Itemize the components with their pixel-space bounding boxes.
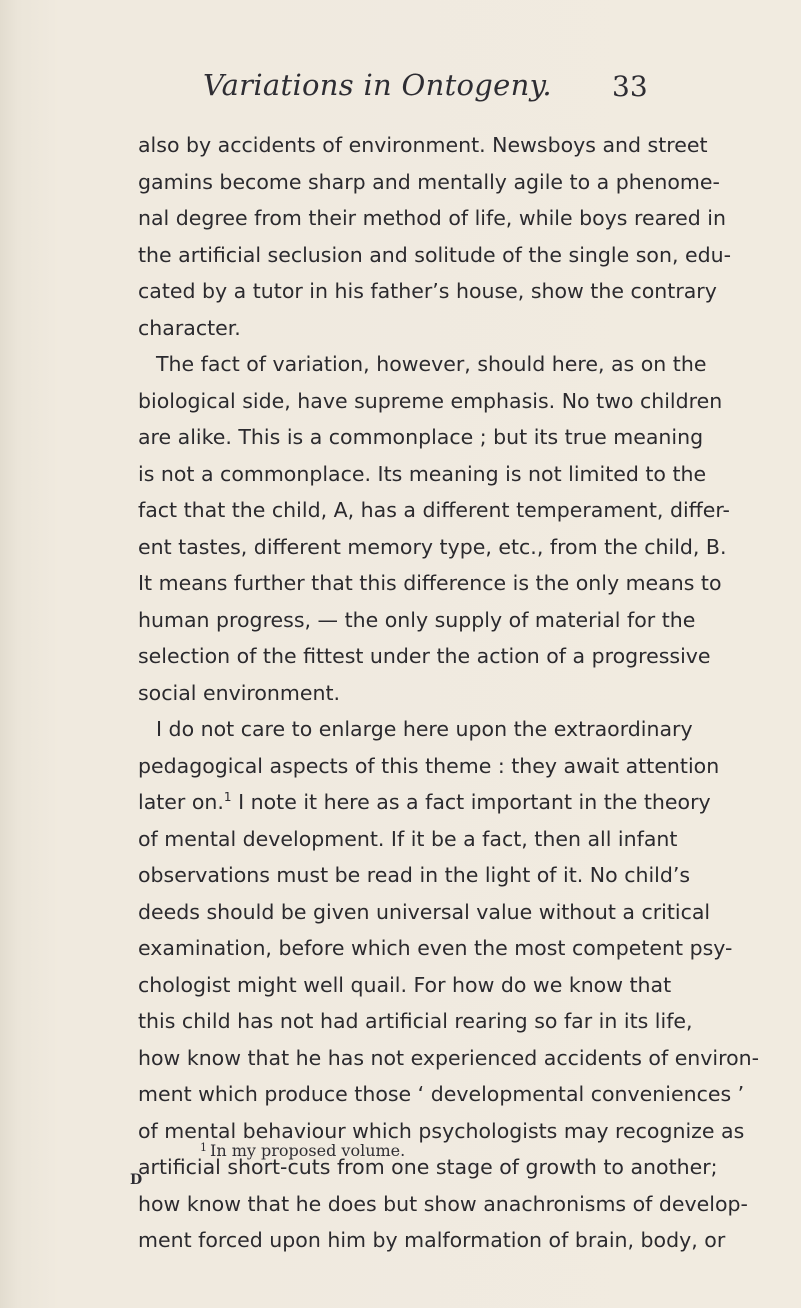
text-line: pedagogical aspects of this theme : they await attention xyxy=(138,753,720,778)
text-line: artificial short-cuts from one stage of growth to another; xyxy=(138,1155,718,1179)
text-line: selection of the fittest under the action of a progressive xyxy=(138,644,711,668)
text-line: nal degree from their method of life, while boys reared in xyxy=(138,206,726,230)
text-line: how know that he has not experienced accidents of environ- xyxy=(138,1045,760,1070)
text-line: observations must be read in the light of it. No child’s xyxy=(138,863,691,887)
page-number: 33 xyxy=(612,70,648,103)
text-line: this child has not had artificial rearing so far in its life, xyxy=(138,1009,693,1033)
text-line: social environment. xyxy=(138,680,341,705)
text-line: of mental behaviour which psychologists may recognize as xyxy=(138,1118,745,1143)
text-line: human progress, — the only supply of material for the xyxy=(138,607,696,632)
text-line xyxy=(138,784,711,821)
text-line: examination, before which even the most competent psy- xyxy=(138,936,733,960)
text-line: of mental development. If it be a fact, then all infant xyxy=(138,826,678,851)
text-line: ment forced upon him by malformation of brain, body, or xyxy=(138,1228,726,1252)
text-line: chologist might well quail. For how do we know that xyxy=(138,972,672,997)
text-line: also by accidents of environment. Newsboys and street xyxy=(138,133,708,157)
running-title: Variations in Ontogeny. xyxy=(203,68,552,102)
signature-mark: D xyxy=(130,1172,143,1188)
text-line: character. xyxy=(138,315,241,340)
text-line: biological side, have supreme emphasis. No two children xyxy=(138,388,723,413)
text-line: gamins become sharp and mentally agile to a phenome- xyxy=(138,169,720,194)
text-line: ent tastes, different memory type, etc., from the child, B. xyxy=(138,534,727,559)
text-line: are alike. This is a commonplace ; but its true meaning xyxy=(138,425,704,449)
footnote-text: In my proposed volume. xyxy=(210,1141,406,1160)
text-line: the artificial seclusion and solitude of the single son, edu- xyxy=(138,242,731,267)
text-line: is not a commonplace. Its meaning is not limited to the xyxy=(138,461,707,486)
running-head xyxy=(0,68,801,110)
text-line: I do not care to enlarge here upon the extraordinary xyxy=(156,717,693,741)
text-line: fact that the child, A, has a different temperament, differ- xyxy=(138,498,730,522)
text-line: cated by a tutor in his father’s house, show the contrary xyxy=(138,279,717,303)
text-line: ment which produce those ‘ developmental conveniences ’ xyxy=(138,1082,745,1106)
text-line: The fact of variation, however, should here, as on the xyxy=(156,352,707,376)
footnote-reference: 1 xyxy=(223,790,232,804)
text-fragment: later on. xyxy=(138,790,224,814)
text-line: deeds should be given universal value without a critical xyxy=(138,899,711,924)
text-line: how know that he does but show anachronisms of develop- xyxy=(138,1191,748,1216)
footnote xyxy=(200,1141,405,1160)
text-fragment: I note it here as a fact important in the theory xyxy=(231,790,711,814)
footnote-marker: 1 xyxy=(200,1141,207,1154)
text-line: It means further that this difference is the only means to xyxy=(138,571,722,595)
body-text xyxy=(138,127,760,1259)
